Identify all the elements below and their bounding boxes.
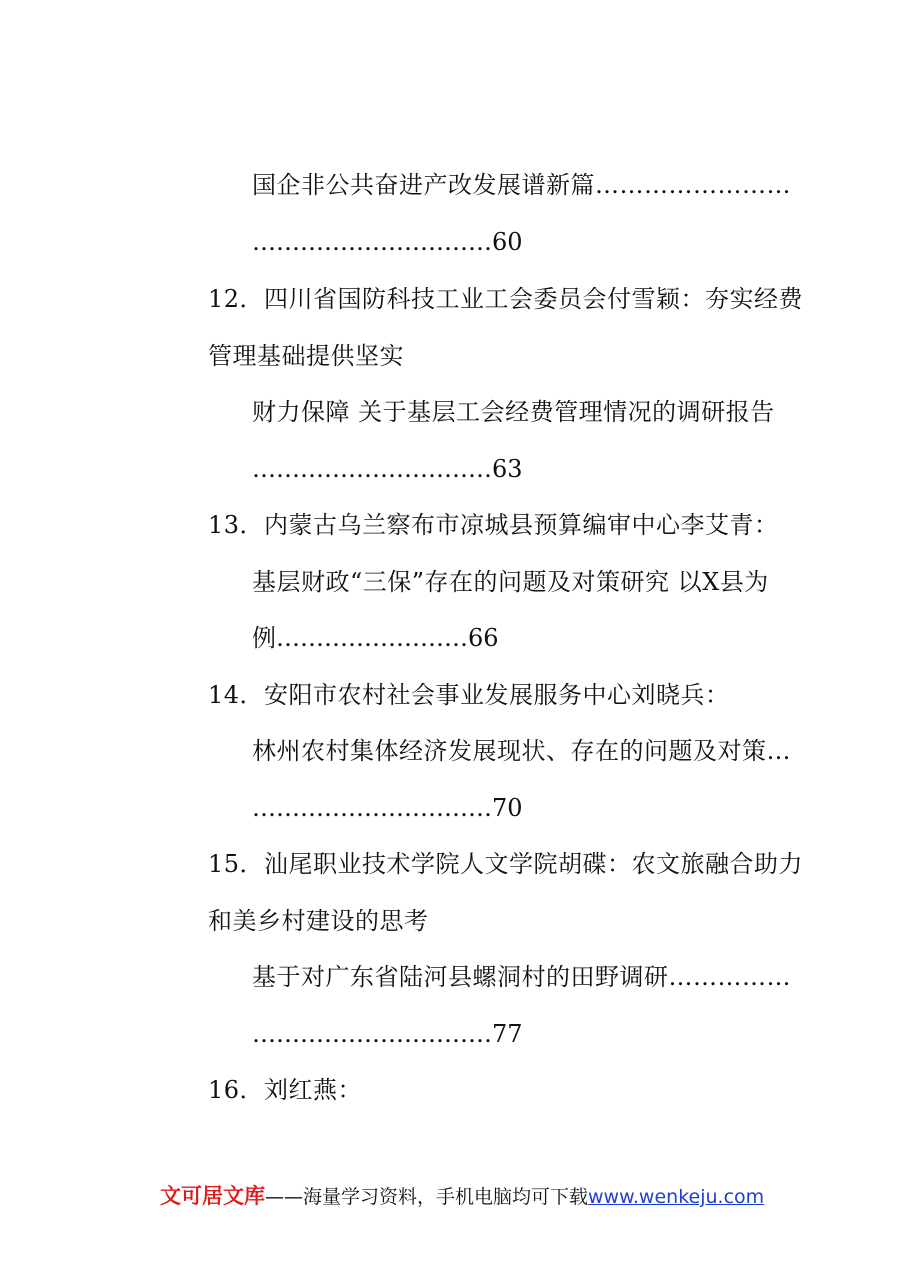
toc-entry-13-subtitle: 基层财政“三保”存在的问题及对策研究 以X县为 (252, 568, 769, 596)
toc-entry-14: 14．安阳市农村社会事业发展服务中心刘晓兵： (208, 681, 730, 709)
toc-entry-title-line: 国企非公共奋进产改发展谱新篇…………………… (252, 171, 791, 199)
toc-entry-12-subtitle: 财力保障 关于基层工会经费管理情况的调研报告 (252, 398, 775, 426)
toc-entry-15-continued: 和美乡村建设的思考 (208, 907, 429, 935)
footer-slogan: ——海量学习资料，手机电脑均可下载 (265, 1186, 589, 1208)
toc-page-ref-63: …………………………63 (252, 455, 523, 483)
toc-page-ref-70: …………………………70 (252, 794, 523, 822)
toc-entry-12-continued: 管理基础提供坚实 (208, 342, 404, 370)
toc-entry-12: 12．四川省国防科技工业工会委员会付雪颖：夯实经费 (208, 285, 804, 313)
toc-entry-16: 16．刘红燕： (208, 1076, 363, 1104)
toc-page-ref-77: …………………………77 (252, 1020, 523, 1048)
toc-entry-13: 13．内蒙古乌兰察布市凉城县预算编审中心李艾青： (208, 511, 779, 539)
toc-entry-15-subtitle: 基于对广东省陆河县螺洞村的田野调研…………… (252, 963, 791, 991)
footer-brand: 文可居文库 (160, 1184, 265, 1208)
toc-page-ref-66: 例……………………66 (252, 624, 499, 652)
toc-entry-15: 15．汕尾职业技术学院人文学院胡碟：农文旅融合助力 (208, 850, 804, 878)
toc-entry-14-subtitle: 林州农村集体经济发展现状、存在的问题及对策… (252, 737, 791, 765)
toc-page-ref-60: …………………………60 (252, 228, 523, 256)
footer-website-link[interactable]: www.wenkeju.com (588, 1186, 765, 1208)
page-footer (160, 1183, 764, 1210)
